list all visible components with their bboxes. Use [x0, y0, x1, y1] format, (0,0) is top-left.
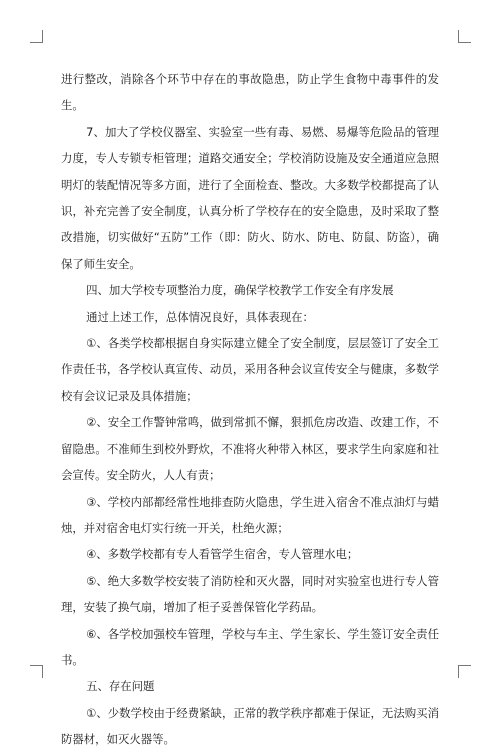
- crop-mark-bottom-left: [30, 665, 43, 678]
- crop-mark-top-right: [458, 30, 471, 43]
- paragraph-point-2: ②、安全工作警钟常鸣，做到常抓不懈，狠抓危房改造、改建工作，不留隐患。不准师生到校外野炊，不准将火种带入林区，要求学生向家庭和社会宣传。安全防火，人人有责；: [61, 415, 439, 483]
- section-heading-4: 四、加大学校专项整治力度，确保学校教学工作安全有序发展: [86, 283, 394, 298]
- section-heading-5: 五、存在问题: [86, 679, 155, 694]
- paragraph-point-3: ③、学校内部都经常性地排查防火隐患，学生进入宿舍不准点油灯与蜡烛，并对宿舍电灯实行统一开关，杜绝火源；: [61, 494, 439, 535]
- paragraph-item-7: 7、加大了学校仪器室、实验室一些有毒、易燃、易爆等危险品的管理力度，专人专锁专柜管理；道路交通安全；学校消防设施及安全通道应急照明灯的装配情况等多方面，进行了全面检查、整改。大多数学校都提高了认识，补充完善了安全制度，认真分析了学校存在的安全隐患，及时采取了整改措施，切实做好“五防”工作（即：防火、防水、防电、防鼠、防盗），确保了师生安全。: [61, 124, 439, 271]
- paragraph-continuation: 进行整改，消除各个环节中存在的事故隐患，防止学生食物中毒事件的发生。: [61, 72, 439, 113]
- paragraph-point-4: ④、多数学校都有专人看管学生宿舍，专人管理水电；: [86, 547, 359, 562]
- paragraph-point-1: ①、各类学校都根据自身实际建立健全了安全制度，层层签订了安全工作责任书，各学校认真宣传、动员，采用各种会议宣传安全与健康，多数学校有会议记录及具体措施；: [61, 336, 439, 403]
- paragraph-point-6: ⑥、各学校加强校车管理，学校与车主、学生家长、学生签订安全责任书。: [61, 626, 439, 667]
- paragraph-point-5: ⑤、绝大多数学校安装了消防栓和灭火器，同时对实验室也进行专人管理，安装了换气扇，增加了柜子妥善保管化学药品。: [61, 573, 439, 615]
- paragraph-overview: 通过上述工作，总体情况良好，具体表现在：: [86, 309, 314, 324]
- document-body: [61, 66, 439, 753]
- crop-mark-top-left: [30, 30, 43, 43]
- paragraph-problem-1: ①、少数学校由于经费紧缺，正常的教学秩序都难于保证，无法购买消防器材，如灭火器等。: [61, 705, 439, 747]
- crop-mark-bottom-right: [458, 665, 471, 678]
